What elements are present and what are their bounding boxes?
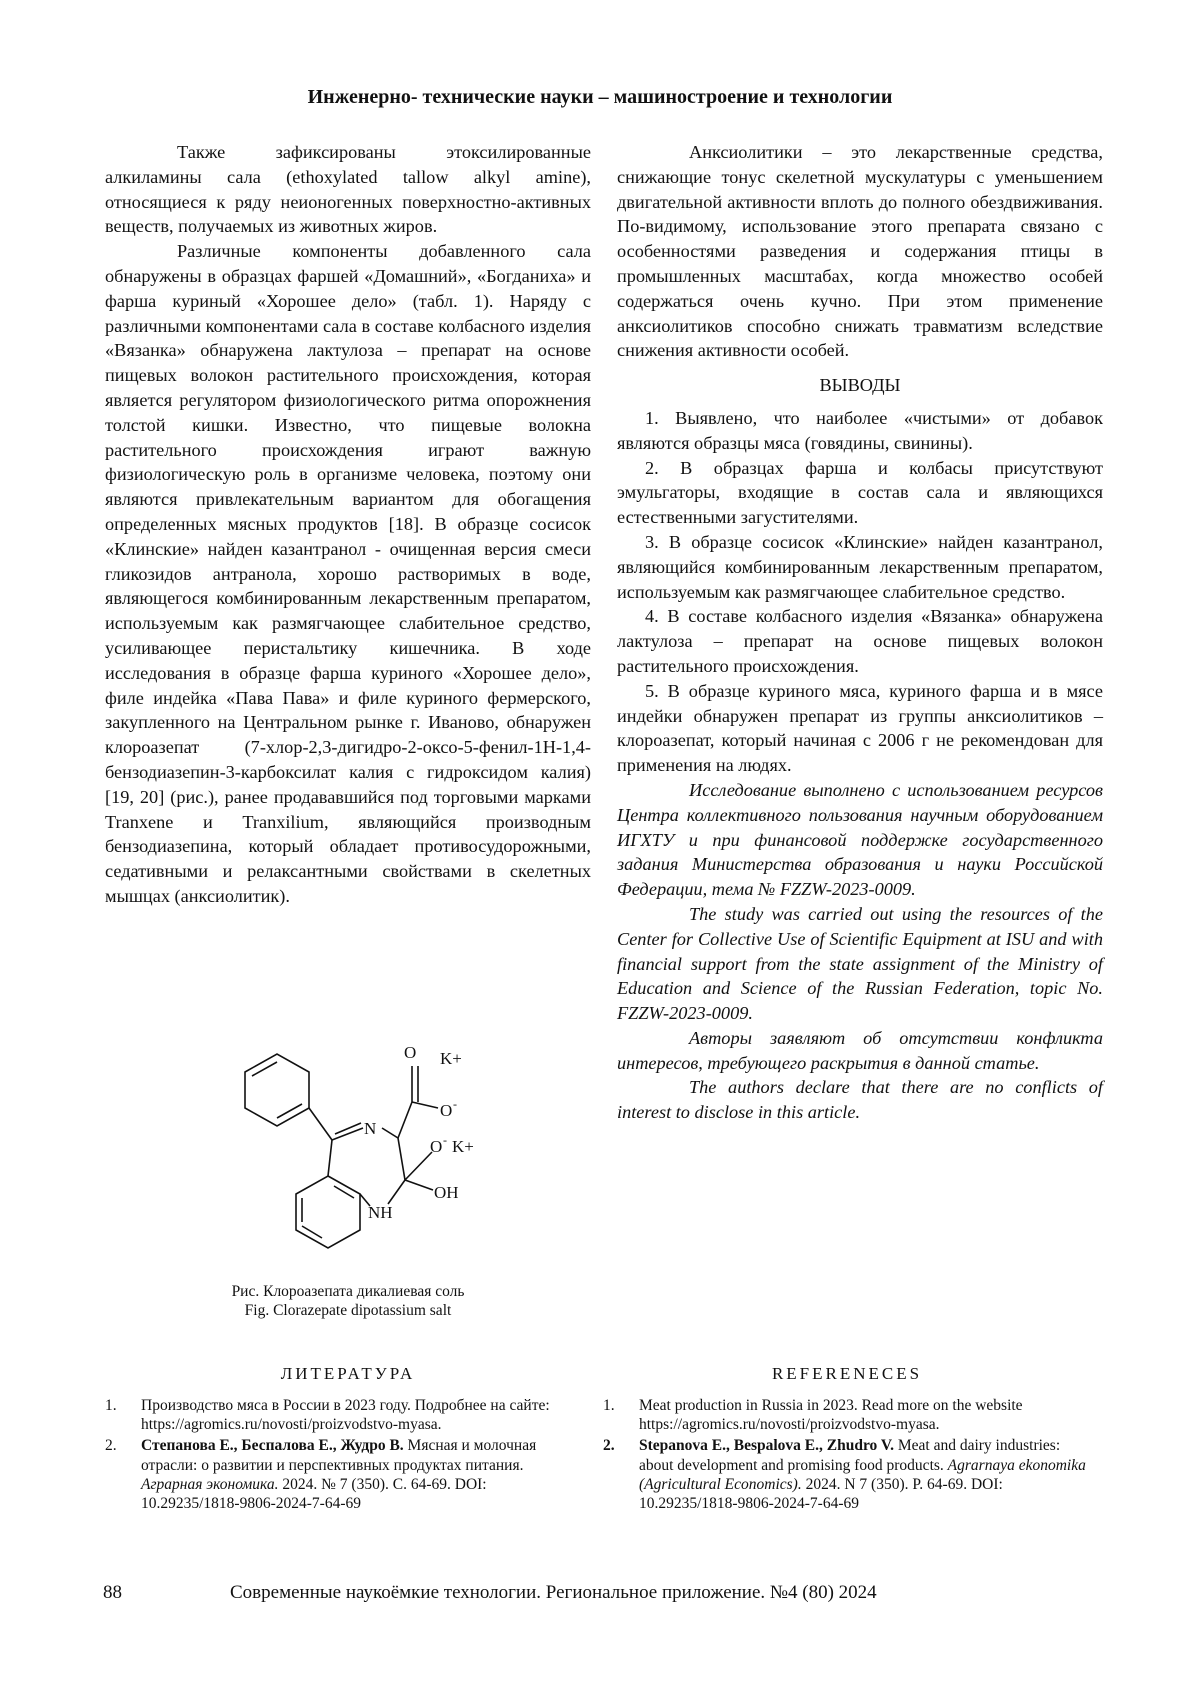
conclusion-item: 1. Выявлено, что наиболее «чистыми» от добавок являются образцы мяса (говядины, свинины). [617, 407, 1103, 453]
label-o-minus-1: O [440, 1101, 453, 1120]
label-nh: NH [368, 1203, 393, 1222]
label-oh: OH [434, 1183, 459, 1202]
page-header: Инженерно- технические науки – машиностроение и технологии [307, 86, 893, 108]
conflict-of-interest-ru: Авторы заявляют об отсутствии конфликта интересов, требующего раскрытия в данной статье. [617, 1027, 1103, 1073]
reference-text: Производство мяса в России в 2023 году. Подробнее на сайте: https://agromics.ru/novosti/proizvodstvo-myasa. [141, 1397, 550, 1434]
label-minus-1: - [453, 1097, 457, 1111]
label-o-minus-2: O [430, 1137, 443, 1156]
label-o-top: O [404, 1043, 417, 1062]
conclusions-title: ВЫВОДЫ [819, 375, 901, 396]
reference-tail: 2024. N 7 (350). P. 64-69. DOI: 10.29235/1818-9806-2024-7-64-69 [639, 1475, 1003, 1513]
caption-ru: Рис. Клороазепата дикалиевая соль [231, 1283, 465, 1300]
reference-text: Мясная и молочная отрасли: о развитии и перспективных продуктах питания. [141, 1437, 537, 1474]
reference-text: Meat and dairy industries: about development and promising food products. [639, 1437, 1061, 1474]
conclusion-item: 2. В образцах фарша и колбасы присутствуют эмульгаторы, входящие в состав сала и являющихся естественными загустителями. [617, 457, 1103, 528]
figure-caption [105, 1282, 591, 1320]
left-column [105, 140, 591, 909]
reference-text: Meat production in Russia in 2023. Read more on the website https://agromics.ru/novosti/proizvodstvo-myasa. [639, 1397, 1023, 1434]
paragraph: Различные компоненты добавленного сала обнаружены в образцах фаршей «Домашний», «Богданиха» и фарша куриный «Хорошее дело» (табл. 1). Наряду с различными компонентами сала в составе колбасного изделия «Вязанка» обнаружена лактулоза – препарат на основе пищевых волокон растительного происхождения, которая является регулятором физиологического ритма опорожнения толстой кишки. Известно, что пищевые волокна растительного происхождения играют важную физиологическую роль в организме человека, поэтому они являются привлекательным вариантом для обогащения определенных мясных продуктов [18]. В образце сосисок «Клинские» найден казантранол - очищенная версия смеси гликозидов антранола, хорошо растворимых в воде, являющегося комбинированным лекарственным препаратом, используемым как размягчающее слабительное средство, усиливающее перистальтику кишечника. В ходе исследования в образце фарша куриного «Хорошее дело», филе индейка «Пава Пава» и филе куриного фермерского, закупленного на Центральном рынке г. Иваново, обнаружен клороазепат (7-хлор-2,3-дигидро-2-оксо-5-фенил-1Н-1,4-бензодиазепин-3-карбоксилат калия с гидроксидом калия) [19, 20] (рис.), ранее продававшийся под торговыми марками Tranxene и Tranxilium, являющийся производным бензодиазепина, который обладает противосудорожными, седативными и релаксантными свойствами в скелетных мышцах (анксиолитик). [105, 241, 591, 906]
reference-item [603, 1436, 1091, 1513]
conclusion-item: 4. В составе колбасного изделия «Вязанка» обнаружена лактулоза – препарат на основе пищевых волокон растительного происхождения. [617, 606, 1103, 676]
right-column [617, 140, 1103, 1125]
reference-number: 1. [603, 1397, 615, 1414]
references-ru-title: ЛИТЕРАТУРА [280, 1364, 416, 1383]
reference-tail: 2024. № 7 (350). С. 64-69. DOI: 10.29235/1818-9806-2024-7-64-69 [141, 1475, 487, 1513]
label-k-plus-1: K+ [440, 1049, 462, 1068]
paragraph: Также зафиксированы этоксилированные алкиламины сала (ethoxylated tallow alkyl amine), относящиеся к ряду неионогенных поверхностно-активных веществ, получаемых из животных жиров. [105, 142, 591, 237]
journal-footer: Современные наукоёмкие технологии. Региональное приложение. №4 (80) 2024 [230, 1582, 877, 1603]
reference-number: 1. [105, 1397, 117, 1414]
reference-authors: Stepanova E., Bespalova E., Zhudro V. [639, 1437, 894, 1455]
references-ru [105, 1396, 581, 1515]
benzo-ring [296, 1176, 360, 1248]
caption-en: Fig. Clorazepate dipotassium salt [244, 1302, 452, 1319]
conflict-of-interest-en: The authors declare that there are no conflicts of interest to disclose in this article. [617, 1077, 1103, 1123]
reference-journal: Аграрная экономика. [141, 1475, 279, 1493]
label-k-plus-2: K+ [452, 1137, 474, 1156]
references-en-title: REFERENECES [771, 1364, 923, 1383]
acknowledgement-en: The study was carried out using the resources of the Center for Collective Use of Scientific Equipment at ISU and with financial support from the state assignment of the Ministry of Education and Science of the Russian Federation, topic No. FZZW-2023-0009. [617, 903, 1103, 1024]
conclusion-item: 3. В образце сосисок «Клинские» найден казантранол, являющийся комбинированным лекарственным препаратом, используемым как размягчающее слабительное средство. [617, 531, 1103, 602]
chemical-structure-figure [200, 1040, 500, 1280]
reference-number: 2. [105, 1437, 117, 1455]
clorazepate-structure [200, 1040, 500, 1280]
references-en [603, 1396, 1091, 1515]
conclusion-item: 5. В образце куриного мяса, куриного фарша и в мясе индейки обнаружен препарат из группы анксиолитиков – клороазепат, который начиная с 2006 г не рекомендован для применения на людях. [617, 680, 1103, 776]
reference-number: 2. [603, 1437, 615, 1455]
reference-item [603, 1396, 1091, 1434]
label-n: N [364, 1119, 377, 1138]
paragraph: Анксиолитики – это лекарственные средства, снижающие тонус скелетной мускулатуры с уменьшением двигательной активности вплоть до полного обездвиживания. По-видимому, использование этого препарата связано с особенностями разведения и содержания птицы в промышленных масштабах, когда множество особей содержаться очень кучно. При этом применение анксиолитиков способно снижать травматизм вследствие снижения активности особей. [617, 142, 1103, 361]
reference-item [105, 1396, 581, 1434]
phenyl-ring [245, 1054, 309, 1126]
reference-authors: Степанова Е., Беспалова Е., Жудро В. [141, 1437, 404, 1455]
label-minus-2: - [443, 1133, 447, 1147]
reference-item [105, 1436, 581, 1513]
reference-journal: Agrarnaya ekonomika (Agricultural Economics). [639, 1456, 1086, 1493]
acknowledgement-ru: Исследование выполнено с использованием ресурсов Центра коллективного пользования научным оборудованием ИГХТУ и при финансовой поддержке государственного задания Министерства образования и науки Российской Федерации, тема № FZZW-2023-0009. [617, 779, 1103, 900]
page-number: 88 [103, 1582, 122, 1603]
